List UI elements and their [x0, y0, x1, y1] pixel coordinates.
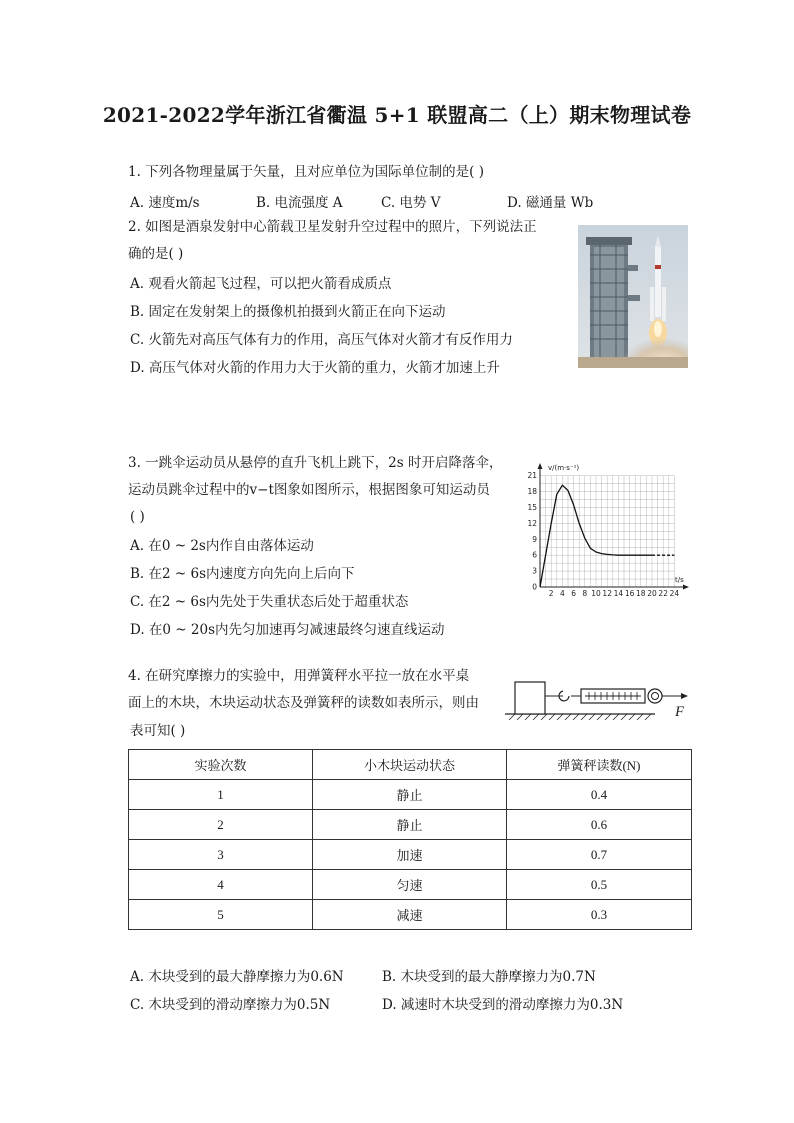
cell-reading: 0.4	[507, 780, 692, 810]
q1-stem: 1. 下列各物理量属于矢量，且对应单位为国际单位制的是( )	[128, 164, 484, 180]
x-axis-arrow	[683, 585, 689, 590]
spring-scale-figure	[505, 676, 695, 724]
q2-option-c[interactable]: C. 火箭先对高压气体有力的作用，高压气体对火箭才有反作用力	[130, 332, 513, 348]
cell-trial: 4	[129, 870, 313, 900]
q3-stem-line2: 运动员跳伞过程中的v−t图象如图所示，根据图象可知运动员	[128, 482, 490, 498]
x-tick-label: 6	[571, 589, 576, 598]
table-header-row	[129, 750, 692, 780]
force-label: F	[675, 704, 685, 720]
x-tick-label: 8	[582, 589, 588, 598]
q4-option-a[interactable]: A. 木块受到的最大静摩擦力为0.6N	[130, 969, 344, 985]
q4-stem-line1: 4. 在研究摩擦力的实验中，用弹簧秤水平拉一放在水平桌	[128, 668, 470, 684]
table-row	[129, 900, 692, 930]
cell-reading: 0.5	[507, 870, 692, 900]
y-tick-label: 21	[527, 471, 537, 481]
y-tick-label: 15	[527, 503, 537, 512]
y-tick-label: 3	[532, 566, 537, 576]
x-tick-label: 22	[658, 589, 668, 598]
q2-stem-line2: 确的是( )	[128, 246, 184, 262]
y-tick-label: 18	[527, 487, 537, 497]
cell-state: 匀速	[313, 870, 507, 900]
header-reading: 弹簧秤读数(N)	[507, 750, 692, 780]
q3-stem-line3: ( )	[130, 509, 145, 525]
table-row	[129, 870, 692, 900]
x-tick-label: 20	[647, 589, 657, 598]
q4-stem-line3: 表可知( )	[130, 723, 186, 739]
table-row	[129, 840, 692, 870]
y-tick-label: 12	[527, 518, 537, 528]
q4-option-b[interactable]: B. 木块受到的最大静摩擦力为0.7N	[382, 969, 596, 985]
cell-state: 减速	[313, 900, 507, 930]
q3-option-d[interactable]: D. 在0 ~ 20s内先匀加速再匀减速最终匀速直线运动	[130, 622, 445, 638]
x-tick-label: 24	[669, 589, 680, 598]
cell-trial: 3	[129, 840, 313, 870]
q2-option-a[interactable]: A. 观看火箭起飞过程，可以把火箭看成质点	[130, 276, 392, 292]
q1-option-b[interactable]: B. 电流强度 A	[256, 195, 343, 211]
x-tick-label: 4	[560, 589, 565, 598]
y-tick-label: 0	[532, 582, 537, 592]
table-row	[129, 810, 692, 840]
q2-option-b[interactable]: B. 固定在发射架上的摄像机拍摄到火箭正在向下运动	[130, 304, 446, 320]
header-state: 小木块运动状态	[313, 750, 507, 780]
cell-reading: 0.6	[507, 810, 692, 840]
cell-state: 静止	[313, 780, 507, 810]
table-row	[129, 780, 692, 810]
x-tick-label: 14	[613, 589, 624, 598]
q3-option-a[interactable]: A. 在0 ~ 2s内作自由落体运动	[130, 538, 314, 554]
q2-stem-line1: 2. 如图是酒泉发射中心箭载卫星发射升空过程中的照片，下列说法正	[128, 219, 537, 235]
chart-grid	[540, 476, 674, 587]
cell-trial: 5	[129, 900, 313, 930]
cell-trial: 1	[129, 780, 313, 810]
x-tick-label: 10	[591, 589, 601, 598]
cell-trial: 2	[129, 810, 313, 840]
q1-option-d[interactable]: D. 磁通量 Wb	[507, 195, 594, 211]
cell-reading: 0.3	[507, 900, 692, 930]
x-tick-label: 16	[624, 589, 635, 598]
cell-reading: 0.7	[507, 840, 692, 870]
q3-option-c[interactable]: C. 在2 ~ 6s内先处于失重状态后处于超重状态	[130, 594, 409, 610]
x-tick-label: 18	[636, 589, 646, 598]
header-trial: 实验次数	[129, 750, 313, 780]
q3-option-b[interactable]: B. 在2 ~ 6s内速度方向先向上后向下	[130, 566, 355, 582]
wooden-block	[515, 682, 545, 714]
q2-option-d[interactable]: D. 高压气体对火箭的作用力大于火箭的重力，火箭才加速上升	[130, 360, 500, 376]
table-hatching	[509, 714, 651, 720]
x-tick-label: 2	[548, 589, 554, 598]
y-axis-arrow	[538, 463, 543, 469]
rocket-launch-photo	[578, 225, 688, 368]
q4-option-d[interactable]: D. 减速时木块受到的滑动摩擦力为0.3N	[382, 997, 624, 1013]
chart-axes	[538, 463, 690, 590]
q1-option-c[interactable]: C. 电势 V	[381, 195, 441, 211]
y-tick-label: 6	[532, 550, 537, 560]
x-axis-label: t/s	[675, 576, 684, 584]
y-tick-label: 9	[532, 534, 537, 544]
x-tick-label: 12	[602, 589, 612, 598]
q4-stem-line2: 面上的木块，木块运动状态及弹簧秤的读数如表所示，则由	[128, 695, 479, 711]
q3-stem-line1: 3. 一跳伞运动员从悬停的直升飞机上跳下，2s 时开启降落伞，	[128, 455, 503, 471]
page-title: 2021-2022学年浙江省衢温 5+1 联盟高二（上）期末物理试卷	[102, 103, 692, 127]
velocity-time-chart	[520, 458, 690, 604]
q1-option-a[interactable]: A. 速度m/s	[130, 195, 200, 211]
q4-option-c[interactable]: C. 木块受到的滑动摩擦力为0.5N	[130, 997, 331, 1013]
cell-state: 加速	[313, 840, 507, 870]
cell-state: 静止	[313, 810, 507, 840]
experiment-table	[128, 749, 692, 930]
y-axis-label: v/(m·s⁻¹)	[548, 464, 580, 472]
